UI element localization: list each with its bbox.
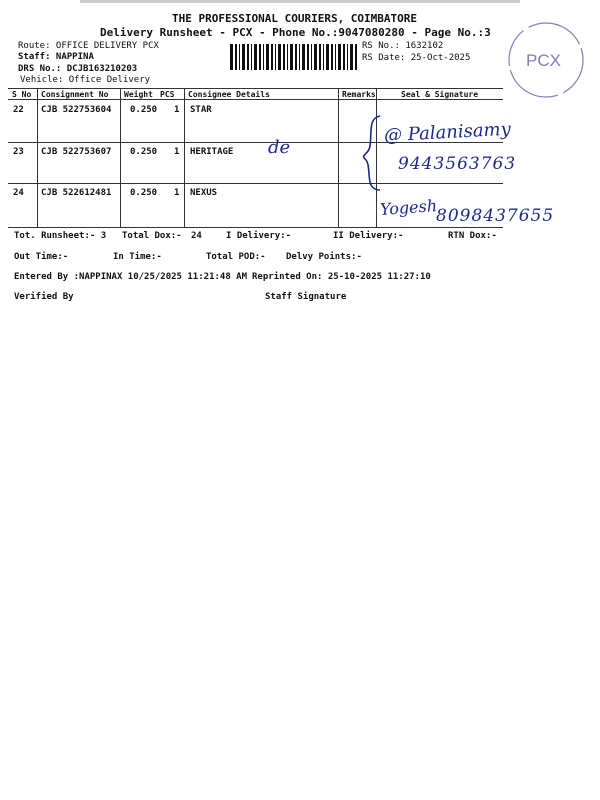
barcode-bar xyxy=(335,44,336,70)
barcode-bar xyxy=(338,44,341,70)
barcode-bar xyxy=(307,44,309,70)
rtn-dox: RTN Dox:- xyxy=(448,231,497,241)
table-row-consignee: NEXUS xyxy=(190,188,218,198)
col-weight: Weight xyxy=(124,90,153,99)
barcode-bar xyxy=(263,44,264,70)
table-row-pcs: 1 xyxy=(174,147,180,157)
top-edge xyxy=(80,0,520,3)
table-row-pcs: 1 xyxy=(174,105,180,115)
table-row-consignment: CJB 522612481 xyxy=(41,188,112,198)
staff-signature: Staff Signature xyxy=(265,292,347,302)
handwritten-name: @ Palanisamy xyxy=(383,118,512,147)
barcode-bar xyxy=(239,44,240,70)
i-delivery: I Delivery:- xyxy=(226,231,292,241)
table-bottom-rule xyxy=(8,227,503,228)
barcode-bar xyxy=(271,44,273,70)
table-row-pcs: 1 xyxy=(174,188,180,198)
entered-by: Entered By :NAPPINAX 10/25/2025 11:21:48 AM xyxy=(14,272,247,282)
pcx-stamp xyxy=(496,18,596,100)
barcode-bar xyxy=(235,44,237,70)
barcode-bar xyxy=(302,44,305,70)
table-row-sno: 22 xyxy=(13,105,24,115)
barcode-bar xyxy=(287,44,288,70)
tot-runsheet: Tot. Runsheet:- 3 xyxy=(14,231,107,241)
barcode-bar xyxy=(278,44,281,70)
reprinted-on: Reprinted On: 25-10-2025 11:27:10 xyxy=(252,272,431,282)
barcode-bar xyxy=(323,44,324,70)
total-dox-value: 24 xyxy=(191,231,202,241)
barcode-bar xyxy=(319,44,321,70)
handwritten-name2: Yogesh xyxy=(379,196,438,219)
table-row-consignment: CJB 522753607 xyxy=(41,147,112,157)
handwritten-phone2: 8098437655 xyxy=(436,206,555,226)
verified-by: Verified By xyxy=(14,292,74,302)
staff: Staff: NAPPINA xyxy=(18,52,94,62)
barcode-bar xyxy=(343,44,345,70)
row-rule xyxy=(8,183,503,184)
barcode-bar xyxy=(230,44,233,70)
rs-date: RS Date: 25-Oct-2025 xyxy=(362,53,471,63)
table-row-weight: 0.250 xyxy=(130,105,158,115)
handwritten-brace xyxy=(358,112,388,192)
table-top-rule xyxy=(8,88,503,89)
table-row-consignment: CJB 522753604 xyxy=(41,105,112,115)
col-remarks: Remarks xyxy=(342,90,376,99)
barcode-bar xyxy=(251,44,252,70)
barcode-bar xyxy=(275,44,276,70)
table-header-rule xyxy=(8,99,503,100)
barcode-bar xyxy=(355,44,357,70)
handwritten-phone1: 9443563763 xyxy=(398,154,517,174)
barcode-bar xyxy=(299,44,300,70)
table-row-sno: 24 xyxy=(13,188,24,198)
col-seal: Seal & Signature xyxy=(401,90,479,99)
barcode-bar xyxy=(290,44,293,70)
barcode-bar xyxy=(295,44,297,70)
barcode-bar xyxy=(266,44,269,70)
barcode-bar xyxy=(314,44,317,70)
barcode-bar xyxy=(347,44,348,70)
company-name: THE PROFESSIONAL COURIERS, COIMBATORE xyxy=(172,12,418,25)
table-row-weight: 0.250 xyxy=(130,147,158,157)
handwritten-initials: de xyxy=(268,137,291,158)
col-pcs: PCS xyxy=(160,90,175,99)
col-sno: S No xyxy=(12,90,32,99)
drs-no: DRS No.: DCJB163210203 xyxy=(18,64,138,74)
barcode-bar xyxy=(326,44,329,70)
total-dox: Total Dox:- xyxy=(122,231,182,241)
in-time: In Time:- xyxy=(113,252,162,262)
stamp-text: PCX xyxy=(526,51,561,70)
route: Route: OFFICE DELIVERY PCX xyxy=(18,41,159,51)
col-consignee: Consignee Details xyxy=(188,90,270,99)
vrule xyxy=(120,88,121,228)
vrule xyxy=(338,88,339,228)
out-time: Out Time:- xyxy=(14,252,69,262)
col-consignment: Consignment No xyxy=(41,90,109,99)
barcode-bar xyxy=(331,44,333,70)
ii-delivery: II Delivery:- xyxy=(333,231,404,241)
table-row-consignee: STAR xyxy=(190,105,212,115)
table-row-sno: 23 xyxy=(13,147,24,157)
barcode-bar xyxy=(254,44,257,70)
barcode-bar xyxy=(311,44,312,70)
vehicle: Vehicle: Office Delivery xyxy=(20,75,151,85)
barcode-bar xyxy=(350,44,353,70)
barcode-bar xyxy=(259,44,261,70)
vrule xyxy=(37,88,38,228)
vrule xyxy=(184,88,185,228)
barcode-bar xyxy=(283,44,285,70)
runsheet-title: Delivery Runsheet - PCX - Phone No.:9047080280 - Page No.:3 xyxy=(100,26,491,39)
barcode-bar xyxy=(247,44,249,70)
barcode xyxy=(230,44,358,70)
total-pod: Total POD:- xyxy=(206,252,266,262)
barcode-bar xyxy=(242,44,245,70)
rs-no: RS No.: 1632102 xyxy=(362,41,444,51)
table-row-weight: 0.250 xyxy=(130,188,158,198)
table-row-consignee: HERITAGE xyxy=(190,147,234,157)
delvy-points: Delvy Points:- xyxy=(286,252,362,262)
